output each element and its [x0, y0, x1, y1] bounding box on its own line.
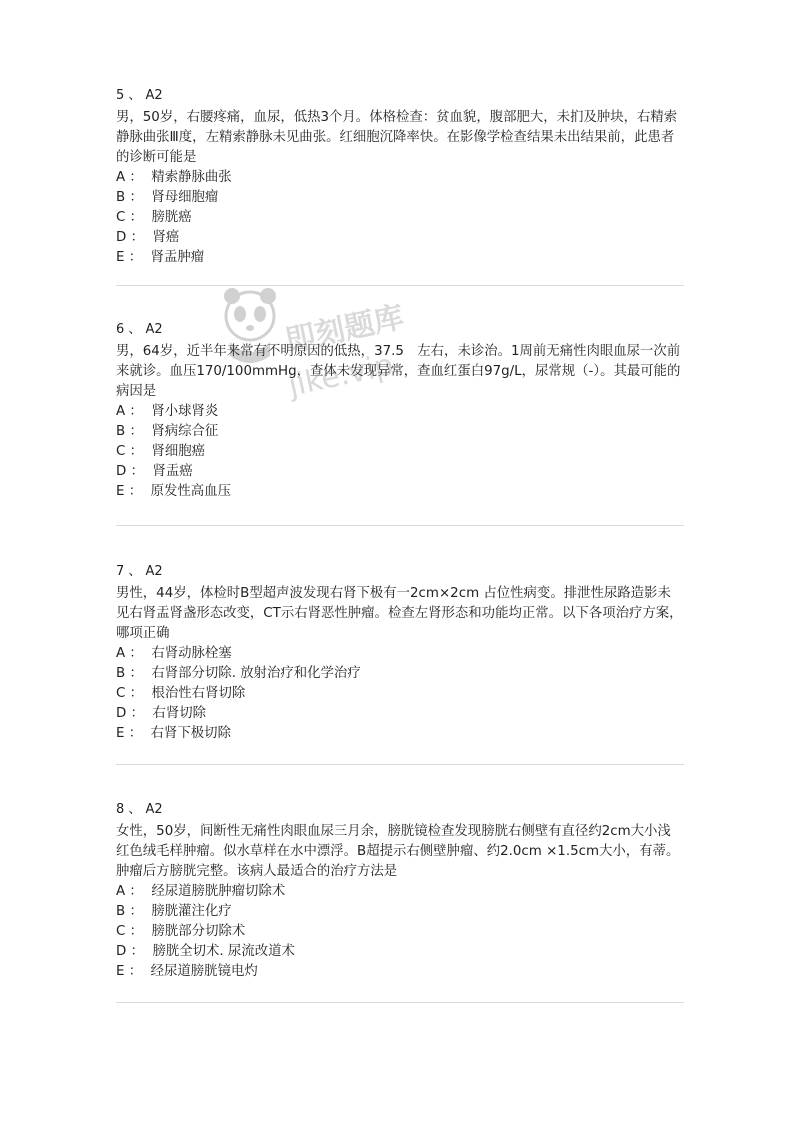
- option-d: D ： 肾盂癌: [116, 464, 193, 479]
- watermark-url: jike.vip: [285, 347, 397, 404]
- option-b: B ： 膀胱灌注化疗: [116, 904, 232, 919]
- option-a: A ： 精索静脉曲张: [116, 170, 232, 185]
- section-divider: [116, 285, 684, 286]
- option-a: A ： 肾小球肾炎: [116, 404, 219, 419]
- question-stem: 男，50岁，右腰疼痛，血尿，低热3个月。体格检查：贫血貌，腹部肥大，未扪及肿块，右精索静脉曲张Ⅲ度，左精索静脉未见曲张。红细胞沉降率快。在影像学检查结果未出结果前，此患者的诊断可能是: [116, 110, 678, 165]
- option-a: A ： 经尿道膀胱肿瘤切除术: [116, 884, 286, 899]
- section-divider: [116, 764, 684, 765]
- question-stem: 男，64岁，近半年来常有不明原因的低热，37.5 左右，未诊治。1周前无痛性肉眼血尿一次前来就诊。血压170/100mmHg，查体未发现异常，查血红蛋白97g/L，尿常规（-）。其最可能的病因是: [116, 344, 681, 399]
- section-divider: [116, 525, 684, 526]
- option-d: D ： 肾癌: [116, 230, 180, 245]
- question-header: 6 、 A2: [116, 322, 163, 337]
- option-c: C ： 膀胱癌: [116, 210, 192, 225]
- question-stem: 男性，44岁，体检时B型超声波发现右肾下极有一2cm×2cm 占位性病变。排泄性尿路造影未见右肾盂肾盏形态改变，CT示右肾恶性肿瘤。检查左肾形态和功能均正常。以下各项治疗方案，哪项正确: [116, 586, 683, 641]
- option-c: C ： 根治性右肾切除: [116, 686, 246, 701]
- option-c: C ： 肾细胞癌: [116, 444, 206, 459]
- question-header: 8 、 A2: [116, 802, 163, 817]
- option-d: D ： 膀胱全切术. 尿流改道术: [116, 944, 295, 959]
- section-divider: [116, 1002, 684, 1003]
- option-e: E ： 右肾下极切除: [116, 726, 231, 741]
- option-e: E ： 原发性高血压: [116, 484, 231, 499]
- question-header: 5 、 A2: [116, 88, 163, 103]
- question-7: [116, 562, 684, 744]
- option-b: B ： 肾病综合征: [116, 424, 219, 439]
- option-a: A ： 右肾动脉栓塞: [116, 646, 232, 661]
- option-c: C ： 膀胱部分切除术: [116, 924, 246, 939]
- question-header: 7 、 A2: [116, 564, 163, 579]
- option-e: E ： 肾盂肿瘤: [116, 250, 205, 265]
- option-d: D ： 右肾切除: [116, 706, 207, 721]
- question-8: [116, 800, 684, 982]
- option-e: E ： 经尿道膀胱镜电灼: [116, 964, 258, 979]
- question-5: [116, 86, 684, 268]
- question-6: [116, 320, 684, 502]
- watermark-text: 即刻题库: [282, 299, 408, 360]
- question-stem: 女性，50岁，间断性无痛性肉眼血尿三月余，膀胱镜检查发现膀胱右侧壁有直径约2cm大小浅红色绒毛样肿瘤。似水草样在水中漂浮。B超提示右侧壁肿瘤、约2.0cm ×1.5cm大小，有蒂。肿瘤后方膀胱完整。该病人最适合的治疗方法是: [116, 824, 680, 879]
- option-b: B ： 肾母细胞瘤: [116, 190, 219, 205]
- option-b: B ： 右肾部分切除. 放射治疗和化学治疗: [116, 666, 361, 681]
